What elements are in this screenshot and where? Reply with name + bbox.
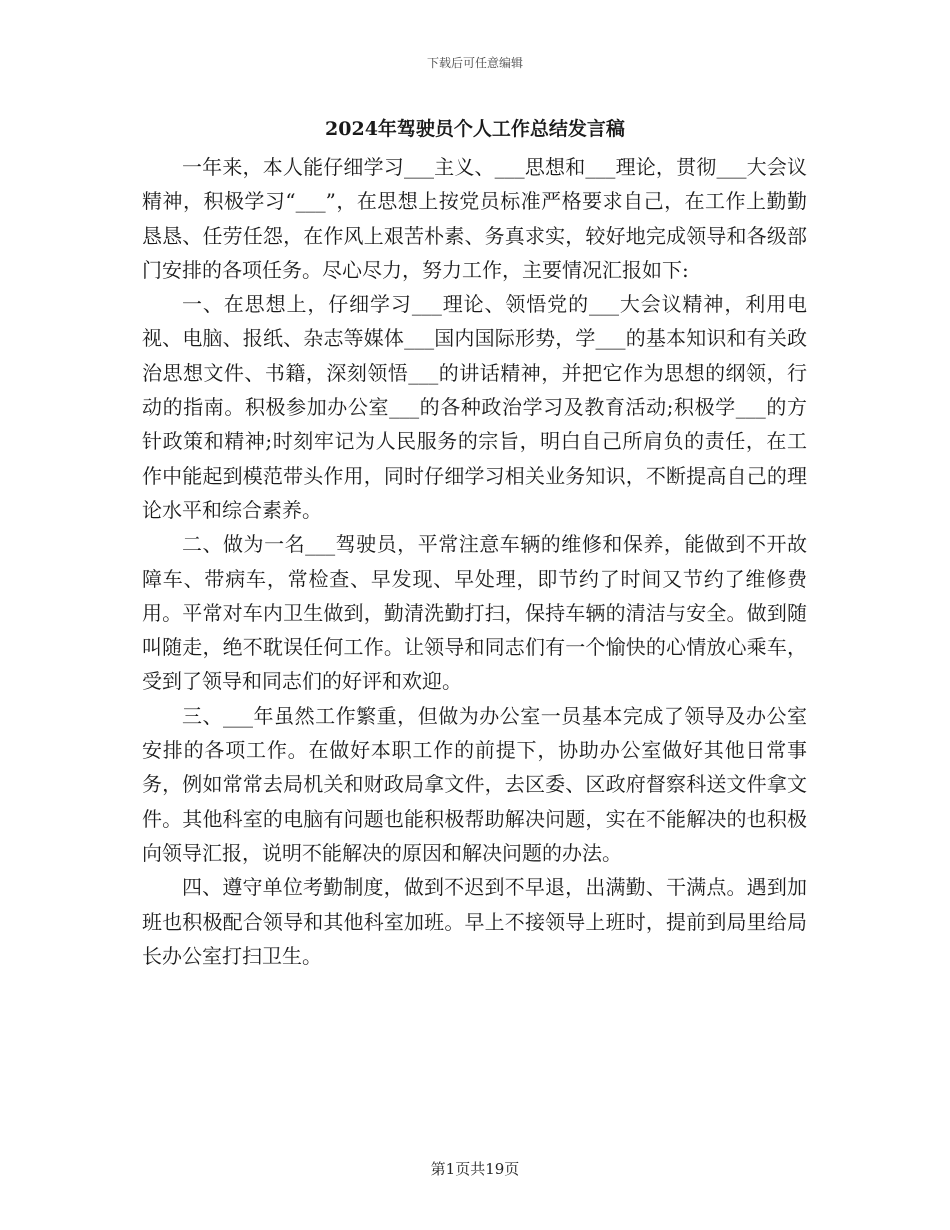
page-number: 第1页共19页 [430, 1160, 520, 1178]
document-body [142, 150, 807, 973]
section-3-paragraph: 三、___年虽然工作繁重，但做为办公室一员基本完成了领导及办公室安排的各项工作。在做好本职工作的前提下，协助办公室做好其他日常事务，例如常常去局机关和财政局拿文件，去区委、区政府督察科送文件拿文件。其他科室的电脑有问题也能积极帮助解决问题，实在不能解决的也积极向领导汇报，说明不能解决的原因和解决问题的办法。 [142, 703, 807, 865]
section-1-paragraph: 一、在思想上，仔细学习___理论、领悟党的___大会议精神，利用电视、电脑、报纸、杂志等媒体___国内国际形势，学___的基本知识和有关政治思想文件、书籍，深刻领悟___的讲话精神，并把它作为思想的纲领，行动的指南。积极参加办公室___的各种政治学习及教育活动;积极学___的方针政策和精神;时刻牢记为人民服务的宗旨，明白自己所肩负的责任，在工作中能起到模范带头作用，同时仔细学习相关业务知识，不断提高自己的理论水平和综合素养。 [142, 292, 807, 522]
header-note: 下载后可任意编辑 [426, 56, 523, 70]
document-title: 2024年驾驶员个人工作总结发言稿 [325, 118, 625, 140]
intro-paragraph: 一年来，本人能仔细学习___主义、___思想和___理论，贯彻___大会议精神，积极学习“___”，在思想上按党员标准严格要求自己，在工作上勤勤恳恳、任劳任怨，在作风上艰苦朴素、务真求实，较好地完成领导和各级部门安排的各项任务。尽心尽力，努力工作，主要情况汇报如下: [142, 155, 807, 282]
section-4-paragraph: 四、遵守单位考勤制度，做到不迟到不早退，出满勤、干满点。遇到加班也积极配合领导和其他科室加班。早上不接领导上班时，提前到局里给局长办公室打扫卫生。 [142, 875, 807, 968]
section-2-paragraph: 二、做为一名___驾驶员，平常注意车辆的维修和保养，能做到不开故障车、带病车，常检查、早发现、早处理，即节约了时间又节约了维修费用。平常对车内卫生做到，勤清洗勤打扫，保持车辆的清洁与安全。做到随叫随走，绝不耽误任何工作。让领导和同志们有一个愉快的心情放心乘车，受到了领导和同志们的好评和欢迎。 [142, 532, 807, 694]
